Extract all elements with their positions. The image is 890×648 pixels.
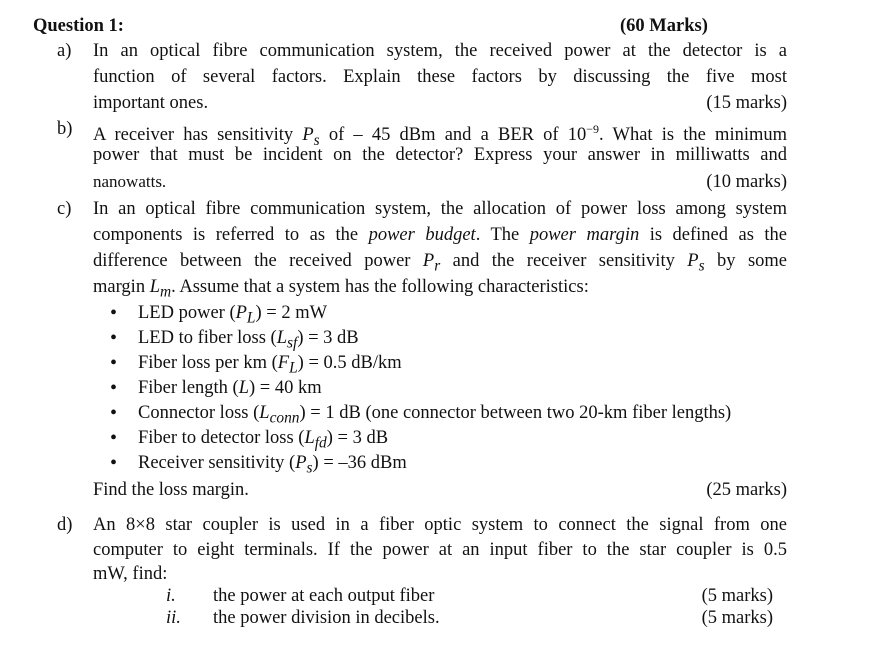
sub-item-i-marks: (5 marks): [701, 586, 773, 606]
sub-item-ii-text: the power division in decibels.: [213, 608, 440, 628]
part-b-line-3: nanowatts.: [93, 172, 167, 191]
characteristic-fiber-length: Fiber length (L) = 40 km: [138, 378, 322, 398]
part-a-marks: (15 marks): [706, 93, 787, 113]
part-c-find: Find the loss margin.: [93, 480, 249, 500]
part-b-label: b): [57, 119, 73, 139]
sub-item-i-text: the power at each output fiber: [213, 586, 435, 606]
part-c-line-3: difference between the received power $P_r$ and the receiver sensitivity $P_s$ by some: [93, 251, 787, 275]
bullet-icon: •: [110, 427, 118, 449]
sub-item-i-label: i.: [166, 586, 176, 606]
part-b-marks: (10 marks): [706, 172, 787, 192]
bullet-icon: •: [110, 302, 118, 324]
part-c-label: c): [57, 199, 72, 219]
part-d-line-3: mW, find:: [93, 564, 168, 584]
part-a-line-3: important ones.: [93, 93, 209, 113]
bullet-icon: •: [110, 452, 118, 474]
part-b-line-2: power that must be incident on the detector? Express your answer in milliwatts and: [93, 145, 787, 165]
characteristic-led-fiber-loss: LED to fiber loss $(L_{sf}) = 3$ dB: [138, 328, 359, 352]
part-d-line-1: An 8×8 star coupler is used in a fiber optic system to connect the signal from one: [93, 515, 787, 535]
sub-item-ii-marks: (5 marks): [701, 608, 773, 628]
part-b-line-1: A receiver has sensitivity $P_s$ of – 45 dBm and a BER of $10^{-9}$. What is the minimum: [93, 122, 787, 149]
bullet-icon: •: [110, 377, 118, 399]
part-c-marks: (25 marks): [706, 480, 787, 500]
bullet-icon: •: [110, 402, 118, 424]
part-a-line-2: function of several factors. Explain these factors by discussing the five most: [93, 67, 787, 87]
bullet-icon: •: [110, 327, 118, 349]
characteristic-connector-loss: Connector loss $(L_{conn}) = 1$ dB (one connector between two 20-km fiber lengths): [138, 403, 732, 427]
characteristic-receiver-sensitivity: Receiver sensitivity $(P_s) = -36$ dBm: [138, 453, 407, 477]
part-a-line-1: In an optical fibre communication system, the received power at the detector is a: [93, 41, 787, 61]
question-title: Question 1:: [33, 16, 124, 36]
characteristic-fiber-loss-per-km: Fiber loss per km $(F_L) = 0.5$ dB/km: [138, 353, 402, 377]
part-c-line-2: components is referred to as the power budget. The power margin is defined as the: [93, 225, 787, 245]
part-a-label: a): [57, 41, 72, 61]
sub-item-ii-label: ii.: [166, 608, 181, 628]
part-d-line-2: computer to eight terminals. If the power at an input fiber to the star coupler is 0.5: [93, 540, 787, 560]
question-total-marks: (60 Marks): [620, 16, 708, 36]
characteristic-led-power: LED power $(P_L) = 2$ mW: [138, 303, 328, 327]
part-c-line-4: margin $L_m$. Assume that a system has the following characteristics:: [93, 277, 589, 301]
bullet-icon: •: [110, 352, 118, 374]
part-d-label: d): [57, 515, 73, 535]
characteristic-fiber-detector-loss: Fiber to detector loss $(L_{fd}) = 3$ dB: [138, 428, 389, 452]
part-c-line-1: In an optical fibre communication system, the allocation of power loss among system: [93, 199, 787, 219]
